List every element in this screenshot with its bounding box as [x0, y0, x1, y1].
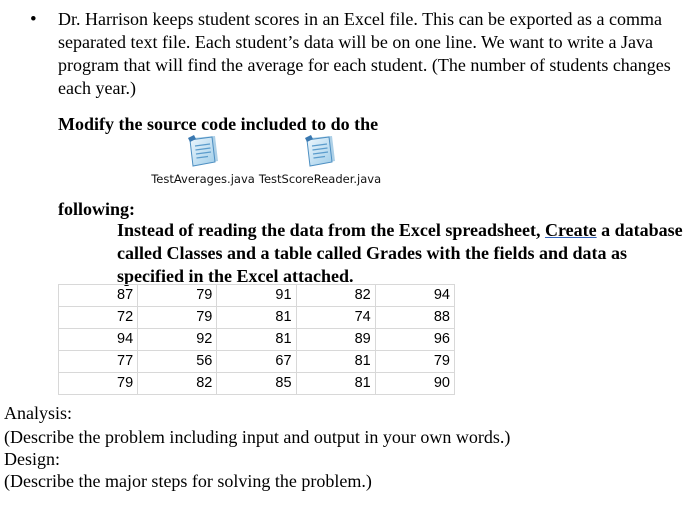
- table-cell: 56: [138, 351, 217, 373]
- table-row: [59, 351, 455, 373]
- table-cell: 81: [296, 373, 375, 395]
- table-cell: 89: [296, 329, 375, 351]
- bullet-point: •: [30, 9, 37, 30]
- table-cell: 81: [296, 351, 375, 373]
- table-cell: 67: [217, 351, 296, 373]
- table-row: [59, 329, 455, 351]
- instruction-text: Instead of reading the data from the Excel spreadsheet,: [117, 220, 545, 240]
- table-row: [59, 285, 455, 307]
- attachment-testscorereader[interactable]: [250, 134, 390, 186]
- design-heading: Design:: [4, 449, 60, 469]
- java-file-icon: [302, 134, 338, 168]
- table-cell: 94: [375, 285, 454, 307]
- table-cell: 79: [59, 373, 138, 395]
- table-cell: 79: [375, 351, 454, 373]
- table-cell: 81: [217, 329, 296, 351]
- table-row: [59, 307, 455, 329]
- analysis-text: (Describe the problem including input and output in your own words.): [4, 427, 511, 447]
- following-heading: following:: [58, 199, 136, 219]
- table-cell: 74: [296, 307, 375, 329]
- table-row: [59, 373, 455, 395]
- table-cell: 87: [59, 285, 138, 307]
- create-link[interactable]: Create: [544, 220, 597, 240]
- table-cell: 79: [138, 285, 217, 307]
- table-cell: 92: [138, 329, 217, 351]
- table-cell: 85: [217, 373, 296, 395]
- design-text: (Describe the major steps for solving the problem.): [4, 471, 372, 491]
- modify-heading: Modify the source code included to do the: [58, 114, 379, 134]
- table-cell: 82: [138, 373, 217, 395]
- intro-paragraph: Dr. Harrison keeps student scores in an Excel file. This can be exported as a comma separated text file. Each student’s data will be on one line. We want to write a Java program that will find the average for each student. (The number of students changes each year.): [58, 9, 671, 98]
- analysis-heading: Analysis:: [4, 403, 73, 423]
- java-file-icon: [185, 134, 221, 168]
- table-cell: 88: [375, 307, 454, 329]
- table-cell: 77: [59, 351, 138, 373]
- table-cell: 82: [296, 285, 375, 307]
- grades-table: [58, 284, 455, 395]
- attachment-filename: TestScoreReader.java: [258, 172, 382, 186]
- attachment-filename: TestAverages.java: [151, 172, 255, 186]
- table-cell: 81: [217, 307, 296, 329]
- table-cell: 79: [138, 307, 217, 329]
- table-cell: 72: [59, 307, 138, 329]
- table-cell: 90: [375, 373, 454, 395]
- instruction-text: a database called Classes and a table called Grades with the fields and data as specified in the Excel attached.: [117, 220, 683, 286]
- table-cell: 91: [217, 285, 296, 307]
- table-cell: 96: [375, 329, 454, 351]
- instruction-paragraph: [117, 219, 692, 288]
- table-cell: 94: [59, 329, 138, 351]
